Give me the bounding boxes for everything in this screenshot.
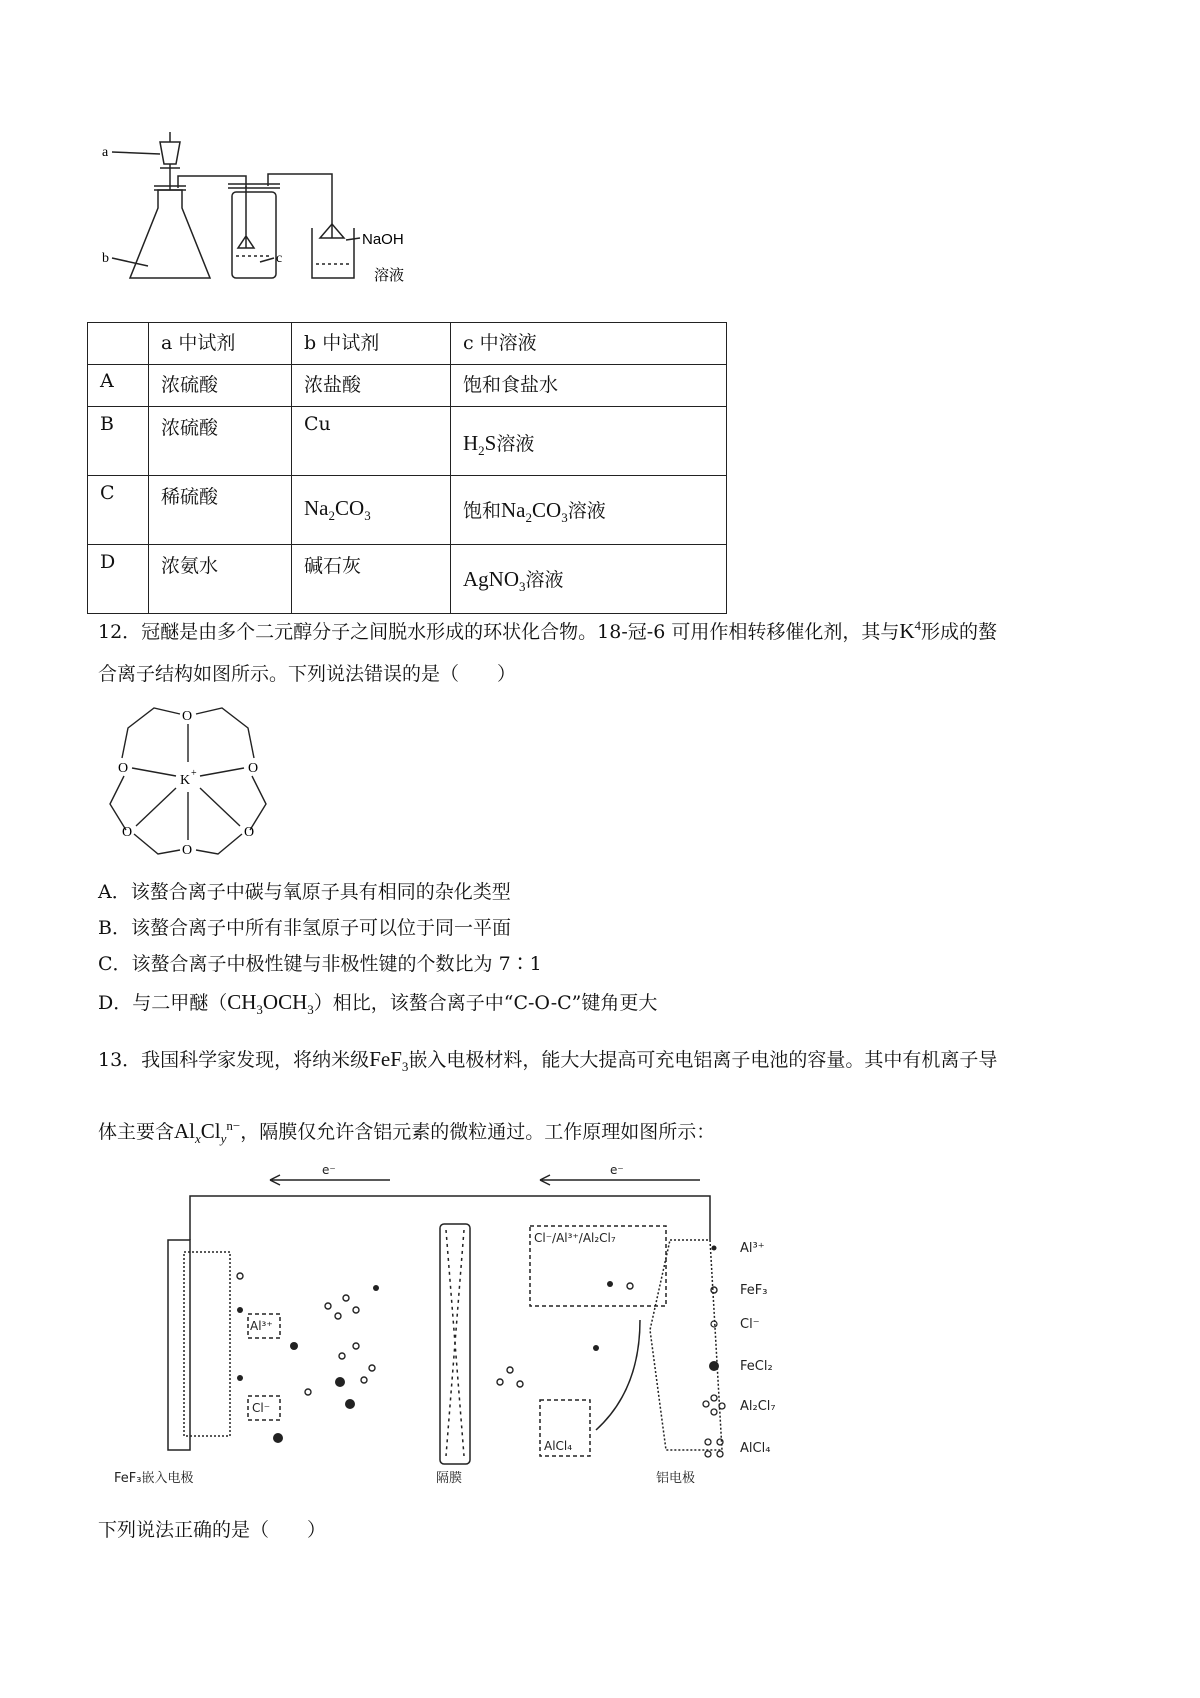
reagent-b-cell: 碱石灰	[292, 545, 451, 614]
option-cell: D	[88, 545, 149, 614]
cl-ion-box-label: Cl⁻	[252, 1401, 271, 1415]
legend	[703, 1241, 776, 1457]
oxygen-atom: O	[248, 761, 259, 776]
solution-c-cell: 饱和食盐水	[451, 365, 727, 407]
table-row	[88, 476, 727, 545]
q12-option-a: A．该螯合离子中碳与氧原子具有相同的杂化类型	[98, 881, 511, 903]
table-header-cell	[88, 323, 149, 365]
electron-label: e⁻	[610, 1163, 624, 1177]
table-header-cell: a 中试剂	[149, 323, 292, 365]
al-ion-box-label: Al³⁺	[250, 1319, 273, 1333]
label-naoh: NaOH	[362, 231, 404, 248]
legend-label: Al³⁺	[740, 1241, 765, 1256]
q12-option-c: C．该螯合离子中极性键与非极性键的个数比为 7∶1	[98, 953, 542, 975]
option-cell: C	[88, 476, 149, 545]
reagent-a-cell: 浓硫酸	[149, 365, 292, 407]
legend-label: FeF₃	[740, 1283, 768, 1298]
option-cell: A	[88, 365, 149, 407]
oxygen-atom: O	[244, 825, 255, 840]
crown-ether-diagram	[98, 700, 278, 860]
q12-option-b: B．该螯合离子中所有非氢原子可以位于同一平面	[98, 917, 511, 939]
q13-stem-line2: 体主要含$Al_xCl_y^{n-}$，隔膜仅允许含铝元素的微粒通过。工作原理如图所示：	[98, 1118, 716, 1147]
oxygen-atom: O	[182, 843, 193, 858]
reagent-a-cell: 浓硫酸	[149, 407, 292, 476]
oxygen-atom: O	[122, 825, 133, 840]
oxygen-atom: O	[182, 709, 193, 724]
charge-sign: +	[191, 768, 197, 779]
reagent-a-cell: 稀硫酸	[149, 476, 292, 545]
label-b: b	[102, 251, 109, 266]
reagent-b-cell: Cu	[292, 407, 451, 476]
table-header-row	[88, 323, 727, 365]
q12-stem-line1: 12．冠醚是由多个二元醇分子之间脱水形成的环状化合物。18-冠-6 可用作相转移催化剂，其与$K^4$形成的螯	[98, 618, 998, 643]
left-electrode-label: FeF₃嵌入电极	[114, 1471, 194, 1486]
q13-stem-line1: 13．我国科学家发现，将纳米级FeF$_3$嵌入电极材料，能大大提高可充电铝离子电池的容量。其中有机离子导	[98, 1047, 998, 1075]
q12-option-d: D．与二甲醚$(CH_3OCH_3)$相比，该螯合离子中“C-O-C”键角更大	[98, 990, 658, 1018]
battery-diagram	[110, 1160, 870, 1490]
solution-c-cell: AgNO$_3$溶液	[451, 545, 727, 614]
right-electrode-label: 铝电极	[656, 1471, 696, 1486]
separator-label: 隔膜	[436, 1471, 463, 1486]
solution-c-cell: $H_2S$溶液	[451, 407, 727, 476]
table-header-cell: c 中溶液	[451, 323, 727, 365]
oxygen-atom: O	[118, 761, 129, 776]
potassium-ion: K	[180, 773, 191, 788]
label-c: c	[276, 251, 283, 266]
gas-apparatus-diagram	[98, 128, 428, 298]
option-cell: B	[88, 407, 149, 476]
table-row	[88, 365, 727, 407]
q12-stem-line2: 合离子结构如图所示。下列说法错误的是（ ）	[98, 663, 517, 685]
reagent-b-cell: $Na_2CO_3$	[292, 476, 451, 545]
formula: $H_2S$	[463, 431, 497, 459]
label-a: a	[102, 145, 109, 160]
right-box-label: Cl⁻/Al³⁺/Al₂Cl₇	[534, 1231, 616, 1245]
electron-label: e⁻	[322, 1163, 336, 1177]
legend-label: FeCl₂	[740, 1359, 773, 1374]
table-row	[88, 545, 727, 614]
table-header-cell: b 中试剂	[292, 323, 451, 365]
alcl4-box-label: AlCl₄	[544, 1439, 573, 1453]
solution-c-cell: 饱和$Na_2CO_3$溶液	[451, 476, 727, 545]
legend-label: Cl⁻	[740, 1317, 760, 1332]
legend-label: AlCl₄	[740, 1441, 771, 1456]
reagent-b-cell: 浓盐酸	[292, 365, 451, 407]
k-ion: $K^4$	[899, 618, 921, 643]
reagent-a-cell: 浓氨水	[149, 545, 292, 614]
reagent-table	[87, 322, 727, 614]
q13-tail: 下列说法正确的是（ ）	[98, 1519, 327, 1541]
label-solution: 溶液	[374, 266, 405, 284]
legend-label: Al₂Cl₇	[740, 1399, 776, 1414]
table-row	[88, 407, 727, 476]
